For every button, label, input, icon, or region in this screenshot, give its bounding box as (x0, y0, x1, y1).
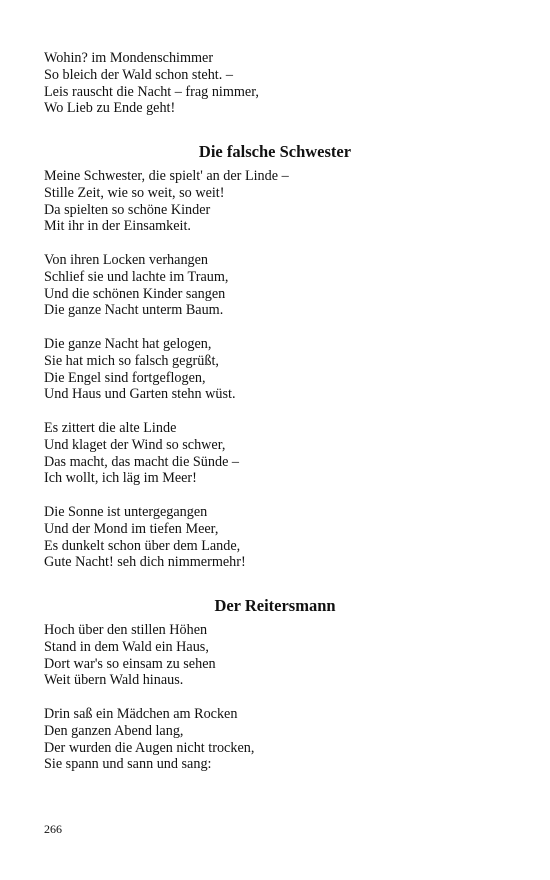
poem-line: Und der Mond im tiefen Meer, (44, 520, 219, 537)
poem-line: Sie hat mich so falsch gegrüßt, (44, 352, 219, 369)
poem-line: Meine Schwester, die spielt' an der Linde – (44, 168, 289, 184)
stanza (44, 252, 514, 319)
stanza (44, 504, 514, 571)
poem-line: Die ganze Nacht hat gelogen, (44, 336, 212, 352)
poem-line: Drin saß ein Mädchen am Rocken (44, 706, 238, 722)
poem-line: Und klaget der Wind so schwer, (44, 436, 226, 453)
poem-line: So bleich der Wald schon steht. – (44, 66, 233, 83)
page-number: 266 (44, 822, 62, 836)
stanza (44, 622, 514, 689)
stanza (44, 420, 514, 487)
stanza-intro (44, 50, 514, 117)
poem-line: Es dunkelt schon über dem Lande, (44, 537, 241, 554)
stanza (44, 336, 514, 403)
poem-line: Die Sonne ist untergegangen (44, 504, 208, 520)
poem-line: Gute Nacht! seh dich nimmermehr! (44, 554, 246, 571)
poem-line: Schlief sie und lachte im Traum, (44, 268, 229, 285)
poem-line: Stand in dem Wald ein Haus, (44, 638, 209, 655)
poem-line: Sie spann und sann und sang: (44, 756, 212, 773)
poem-line: Es zittert die alte Linde (44, 420, 177, 436)
poem-line: Wohin? im Mondenschimmer (44, 50, 214, 66)
poem-line: Die ganze Nacht unterm Baum. (44, 302, 224, 319)
poem-title: Der Reitersmann (214, 596, 336, 615)
stanza (44, 168, 514, 235)
poem-line: Mit ihr in der Einsamkeit. (44, 218, 191, 235)
poem-line: Von ihren Locken verhangen (44, 252, 209, 268)
poem-line: Dort war's so einsam zu sehen (44, 655, 216, 672)
poem-title: Die falsche Schwester (198, 142, 352, 161)
poem-line: Den ganzen Abend lang, (44, 722, 184, 739)
poem-line: Leis rauscht die Nacht – frag nimmer, (44, 83, 259, 100)
poem-line: Weit übern Wald hinaus. (44, 672, 184, 689)
poem-line: Ich wollt, ich läg im Meer! (44, 470, 197, 487)
poem-line: Der wurden die Augen nicht trocken, (44, 739, 255, 756)
stanza (44, 706, 514, 773)
poem-line: Und die schönen Kinder sangen (44, 285, 226, 302)
poem-line: Das macht, das macht die Sünde – (44, 453, 240, 470)
poem-line: Hoch über den stillen Höhen (44, 622, 208, 638)
poem-line: Stille Zeit, wie so weit, so weit! (44, 184, 225, 201)
poem-line: Da spielten so schöne Kinder (44, 201, 211, 218)
poem-line: Und Haus und Garten stehn wüst. (44, 386, 236, 403)
poem-line: Die Engel sind fortgeflogen, (44, 369, 206, 386)
poem-line: Wo Lieb zu Ende geht! (44, 100, 176, 117)
